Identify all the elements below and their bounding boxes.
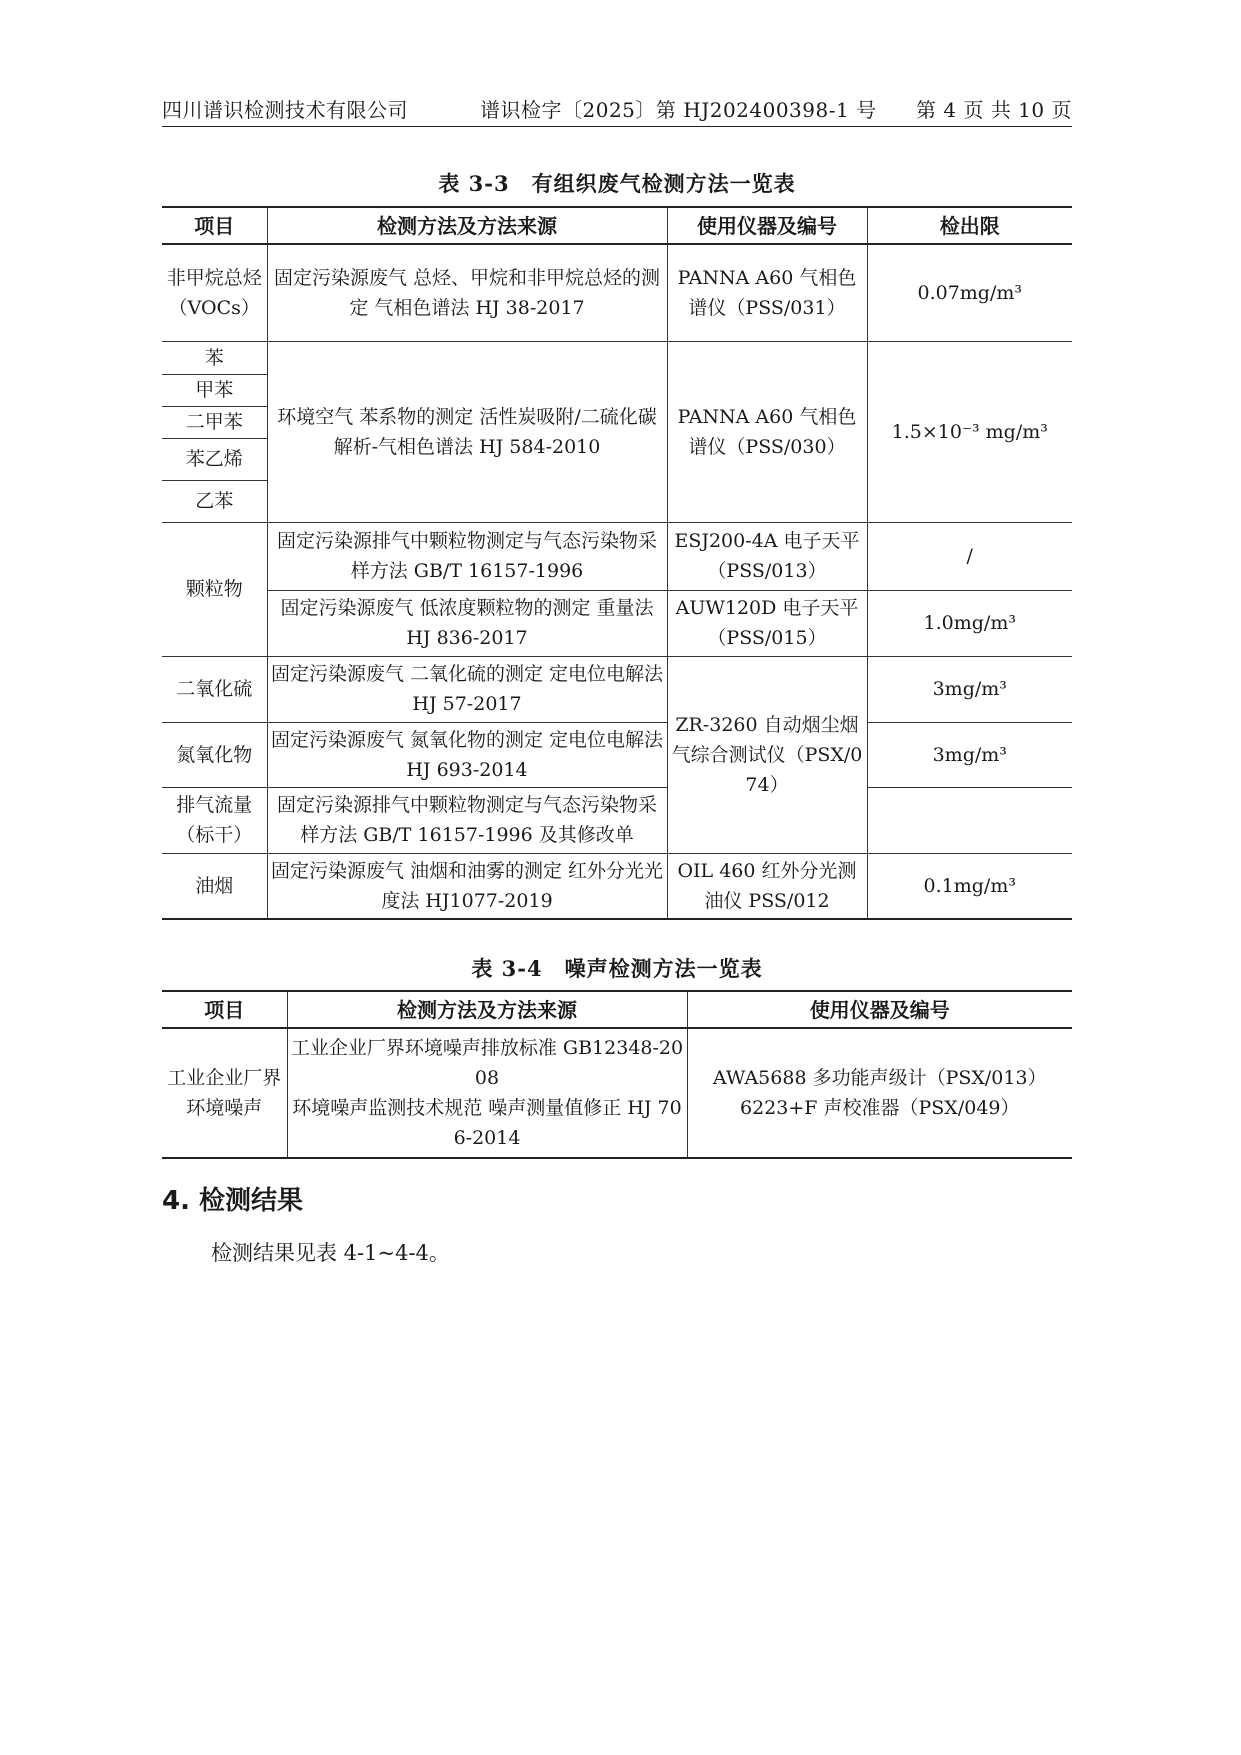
item-xylene: 二甲苯 (162, 406, 267, 438)
instrument-noise-a: AWA5688 多功能声级计（PSX/013） (712, 1067, 1047, 1089)
table-header-row (162, 991, 1072, 1028)
header-rule (162, 126, 1072, 127)
header-instrument: 使用仪器及编号 (667, 207, 867, 244)
method-fume: 固定污染源废气 油烟和油雾的测定 红外分光光度法 HJ1077-2019 (267, 853, 667, 919)
table-row (162, 853, 1072, 919)
instrument-vocs: PANNA A60 气相色谱仪（PSS/031） (667, 244, 867, 341)
table-row (162, 1028, 1072, 1158)
table-3-4-caption: 表 3-4 噪声检测方法一览表 (471, 956, 763, 981)
instrument-noise (687, 1028, 1072, 1158)
method-particulate-2: 固定污染源废气 低浓度颗粒物的测定 重量法 HJ 836-2017 (267, 590, 667, 656)
table-row (162, 522, 1072, 590)
item-fume: 油烟 (162, 853, 267, 919)
header-instrument: 使用仪器及编号 (687, 991, 1072, 1028)
item-nox: 氮氧化物 (162, 722, 267, 787)
method-nox: 固定污染源废气 氮氧化物的测定 定电位电解法 HJ 693-2014 (267, 722, 667, 787)
table-row (162, 656, 1072, 722)
limit-nox: 3mg/m³ (867, 722, 1072, 787)
table-row (162, 341, 1072, 374)
instrument-benzene-group: PANNA A60 气相色谱仪（PSS/030） (667, 341, 867, 522)
method-so2: 固定污染源废气 二氧化硫的测定 定电位电解法 HJ 57-2017 (267, 656, 667, 722)
method-noise-b: 环境噪声监测技术规范 噪声测量值修正 HJ 706-2014 (292, 1097, 682, 1149)
header-method: 检测方法及方法来源 (267, 207, 667, 244)
instrument-particulate-1: ESJ200-4A 电子天平（PSS/013） (667, 522, 867, 590)
instrument-flue-gas-analyzer: ZR-3260 自动烟尘烟气综合测试仪（PSX/074） (667, 656, 867, 853)
item-noise: 工业企业厂界环境噪声 (162, 1028, 287, 1158)
table-row (162, 722, 1072, 787)
limit-benzene-group: 1.5×10⁻³ mg/m³ (867, 341, 1072, 522)
item-vocs: 非甲烷总烃（VOCs） (162, 244, 267, 341)
table-3-3-caption: 表 3-3 有组织废气检测方法一览表 (438, 171, 796, 196)
method-benzene-group: 环境空气 苯系物的测定 活性炭吸附/二硫化碳解析-气相色谱法 HJ 584-2010 (267, 341, 667, 522)
report-number: 谱识检字〔2025〕第 HJ202400398-1 号 (480, 98, 877, 122)
item-styrene: 苯乙烯 (162, 438, 267, 480)
item-benzene: 苯 (162, 341, 267, 374)
instrument-particulate-2: AUW120D 电子天平（PSS/015） (667, 590, 867, 656)
limit-flow (867, 787, 1072, 853)
item-toluene: 甲苯 (162, 374, 267, 406)
method-noise-a: 工业企业厂界环境噪声排放标准 GB12348-2008 (290, 1037, 684, 1089)
header-item: 项目 (162, 991, 287, 1028)
header-method: 检测方法及方法来源 (287, 991, 687, 1028)
item-particulate: 颗粒物 (162, 522, 267, 656)
item-so2: 二氧化硫 (162, 656, 267, 722)
page-header (162, 92, 1072, 124)
instrument-noise-b: 6223+F 声校准器（PSX/049） (740, 1097, 1020, 1119)
header-item: 项目 (162, 207, 267, 244)
limit-vocs: 0.07mg/m³ (867, 244, 1072, 341)
instrument-fume: OIL 460 红外分光测油仪 PSS/012 (667, 853, 867, 919)
method-particulate-1: 固定污染源排气中颗粒物测定与气态污染物采样方法 GB/T 16157-1996 (267, 522, 667, 590)
company-name: 四川谱识检测技术有限公司 (162, 98, 408, 122)
limit-particulate-1: / (867, 522, 1072, 590)
method-vocs: 固定污染源废气 总烃、甲烷和非甲烷总烃的测定 气相色谱法 HJ 38-2017 (267, 244, 667, 341)
section-paragraph: 检测结果见表 4-1~4-4。 (211, 1241, 450, 1265)
limit-particulate-2: 1.0mg/m³ (867, 590, 1072, 656)
table-header-row (162, 207, 1072, 244)
limit-fume: 0.1mg/m³ (867, 853, 1072, 919)
page-number: 第 4 页 共 10 页 (916, 98, 1072, 122)
table-row (162, 787, 1072, 853)
table-3-4 (162, 990, 1072, 1159)
method-noise (287, 1028, 687, 1158)
item-ethylbenzene: 乙苯 (162, 480, 267, 522)
table-row (162, 244, 1072, 341)
limit-so2: 3mg/m³ (867, 656, 1072, 722)
item-flow: 排气流量（标干） (162, 787, 267, 853)
method-flow: 固定污染源排气中颗粒物测定与气态污染物采样方法 GB/T 16157-1996 及其修改单 (267, 787, 667, 853)
section-title: 4. 检测结果 (162, 1186, 304, 1216)
header-limit: 检出限 (867, 207, 1072, 244)
table-3-3 (162, 206, 1072, 920)
table-row (162, 590, 1072, 656)
